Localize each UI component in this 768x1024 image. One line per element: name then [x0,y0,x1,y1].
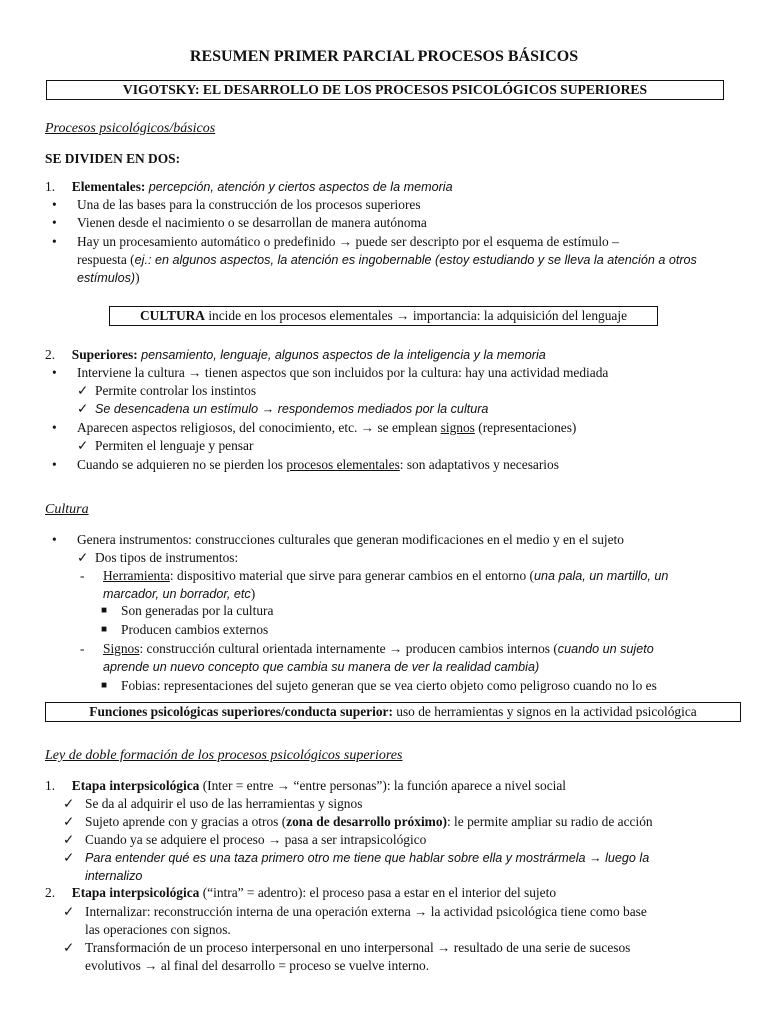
sub-list-item: Cuando ya se adquiere el proceso → pasa a ser intrapsicológico [85,832,427,847]
bullet-icon: • [52,234,57,249]
sub-sub-list-item: Fobias: representaciones del sujeto generan que se vea cierto objeto como peligroso cuando no lo es [121,678,657,693]
herramienta-item [103,567,668,585]
description-elementales: percepción, atención y ciertos aspectos de la memoria [148,180,453,194]
cultura-callout-box [109,306,658,326]
list-item: Interviene la cultura → tienen aspectos que son incluidos por la cultura: hay una actividad mediada [77,365,609,380]
term-cultura: CULTURA [139,308,205,323]
bullet-icon: • [52,457,57,472]
text-part: : le permite ampliar su radio de acción [446,814,653,829]
square-bullet-icon: ■ [101,605,108,616]
signos-item-continuation: aprende un nuevo concepto que cambia su manera de ver la realidad cambia) [103,660,540,674]
sub-list-item-continuation: evolutivos → al final del desarrollo = proceso se vuelve interno. [85,958,430,973]
term-herramienta: Herramienta [103,568,170,583]
callout-text: uso de herramientas y signos en la actividad psicológica [392,704,697,719]
check-icon: ✓ [63,814,75,829]
term-etapa: Etapa interpsicológica [71,778,200,793]
term-zdp: zona de desarrollo próximo) [286,814,447,829]
sub-list-item: Permite controlar los instintos [95,383,257,398]
list-item-elementales [45,178,453,196]
list-item: Hay un procesamiento automático o predefinido → puede ser descripto por el esquema de estímulo – [77,234,619,249]
callout-text: incide en los procesos elementales → importancia: la adquisición del lenguaje [204,308,628,323]
sub-list-item [85,813,653,831]
text-part: : construcción cultural orientada internamente → producen cambios internos ( [139,641,558,656]
sub-list-item-continuation: internalizo [85,869,143,883]
sub-list-item: Se da al adquirir el uso de las herramientas y signos [85,796,363,811]
check-icon: ✓ [77,401,89,416]
text-part: : son adaptativos y necesarios [399,457,559,472]
section-box-vigotsky: VIGOTSKY: EL DESARROLLO DE LOS PROCESOS PSICOLÓGICOS SUPERIORES [46,80,724,100]
text-part: (representaciones) [474,420,577,435]
check-icon: ✓ [63,940,75,955]
dash-icon: - [80,641,85,656]
sub-sub-list-item: Producen cambios externos [121,622,269,637]
term-signos: Signos [103,641,140,656]
sub-list-item: Transformación de un proceso interpersonal en uno interpersonal → resultado de una serie de sucesos [85,940,631,955]
list-item-etapa-2 [45,884,556,902]
sub-list-item: Dos tipos de instrumentos: [95,550,239,565]
list-item: Una de las bases para la construcción de los procesos superiores [77,197,421,212]
section-heading-ley: Ley de doble formación de los procesos psicológicos superiores [45,748,403,763]
check-icon: ✓ [63,904,75,919]
text-part: : dispositivo material que sirve para generar cambios en el entorno ( [169,568,534,583]
sub-list-item: Internalizar: reconstrucción interna de una operación externa → la actividad psicológica tiene como base [85,904,647,919]
term-superiores: Superiores: [71,347,138,362]
description-superiores: pensamiento, lenguaje, algunos aspectos de la inteligencia y la memoria [141,348,546,362]
term-procesos-elementales: procesos elementales [286,457,400,472]
sub-list-item-continuation: las operaciones con signos. [85,922,231,937]
example-text: estímulos) [77,271,136,285]
list-item-continuation [77,251,697,269]
example-text: ej.: en algunos aspectos, la atención es ingobernable (estoy estudiando y se lleva la atención a otros [134,253,697,267]
dash-icon: - [80,568,85,583]
section-heading-procesos: Procesos psicológicos/básicos [45,121,216,136]
list-number: 1. [45,778,56,793]
bullet-icon: • [52,420,57,435]
check-icon: ✓ [77,550,89,565]
bullet-icon: • [52,365,57,380]
check-icon: ✓ [63,796,75,811]
check-icon: ✓ [63,850,75,865]
text-respuesta: respuesta ( [77,252,135,267]
term-etapa: Etapa interpsicológica [71,885,200,900]
herramienta-item-continuation [103,585,255,603]
section-heading-cultura: Cultura [45,502,89,517]
document-title: RESUMEN PRIMER PARCIAL PROCESOS BÁSICOS [189,48,579,65]
check-icon: ✓ [77,383,89,398]
list-item-superiores [45,346,546,364]
square-bullet-icon: ■ [101,624,108,635]
heading-se-dividen: SE DIVIDEN EN DOS: [45,151,181,166]
sub-sub-list-item: Son generadas por la cultura [121,603,274,618]
sub-list-item: Permiten el lenguaje y pensar [95,438,254,453]
example-text: cuando un sujeto [557,642,654,656]
list-item: Genera instrumentos: construcciones culturales que generan modificaciones en el medio y en el sujeto [77,532,624,547]
term-signos: signos [440,420,475,435]
check-icon: ✓ [77,438,89,453]
list-item: Vienen desde el nacimiento o se desarrollan de manera autónoma [77,215,427,230]
text-part: (“intra” = adentro): el proceso pasa a estar en el interior del sujeto [199,885,557,900]
text-part: Sujeto aprende con y gracias a otros ( [85,814,287,829]
sub-list-item: Se desencadena un estímulo → respondemos mediados por la cultura [95,402,489,416]
check-icon: ✓ [63,832,75,847]
list-item-continuation [77,269,140,287]
closing-paren: ) [135,270,140,285]
list-item-etapa-1 [45,777,566,795]
square-bullet-icon: ■ [101,680,108,691]
list-item [77,456,559,474]
sub-list-item: Para entender qué es una taza primero otro me tiene que hablar sobre ella y mostrármela → luego la [85,851,650,865]
list-number: 2. [45,885,56,900]
text-part: Cuando se adquieren no se pierden los [77,457,287,472]
funciones-callout-box [45,702,741,722]
closing-paren: ) [250,586,256,601]
bullet-icon: • [52,197,57,212]
signos-item [103,640,654,658]
bullet-icon: • [52,215,57,230]
list-number: 2. [45,347,56,362]
list-number: 1. [45,179,56,194]
example-text: una pala, un martillo, un [533,569,669,583]
text-part: (Inter = entre → “entre personas”): la función aparece a nivel social [199,778,567,793]
example-text: marcador, un borrador, etc [103,587,251,601]
list-item [77,419,576,437]
text-part: Aparecen aspectos religiosos, del conocimiento, etc. → se emplean [77,420,441,435]
bullet-icon: • [52,532,57,547]
term-funciones: Funciones psicológicas superiores/conducta superior: [89,704,393,719]
term-elementales: Elementales: [71,179,146,194]
